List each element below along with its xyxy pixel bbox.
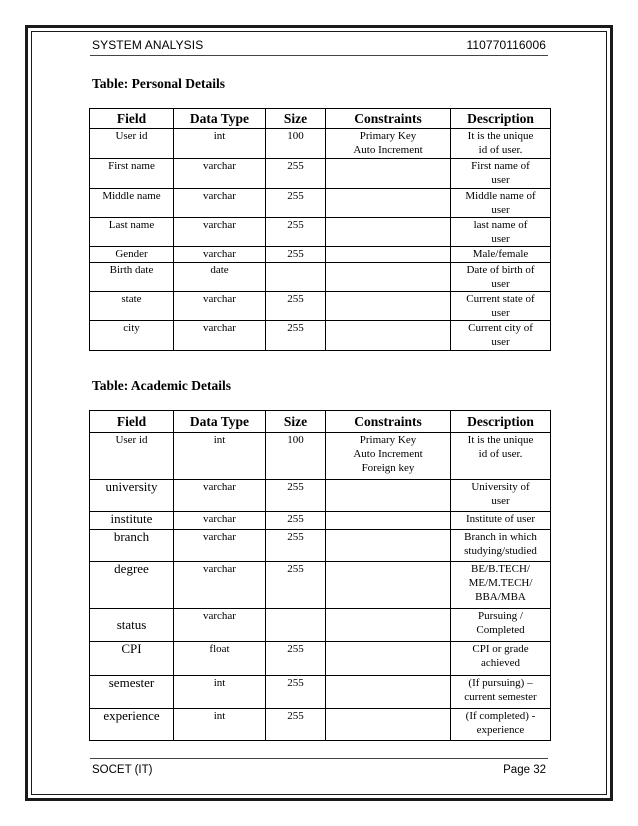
table-row: [90, 512, 551, 530]
cell-constraints: Primary Key Auto Increment Foreign key: [326, 433, 451, 480]
table-row: [90, 562, 551, 609]
cell-size: 255: [266, 530, 326, 562]
cell-description: last name of user: [451, 218, 551, 247]
column-header-data-type: Data Type: [174, 109, 266, 129]
cell-description: It is the unique id of user.: [451, 129, 551, 159]
cell-description: First name of user: [451, 159, 551, 189]
column-header-size: Size: [266, 411, 326, 433]
table-row: [90, 433, 551, 480]
table-header-row: [90, 411, 551, 433]
cell-description: It is the unique id of user.: [451, 433, 551, 480]
cell-field: Birth date: [90, 263, 174, 292]
cell-field: User id: [90, 129, 174, 159]
cell-field: semester: [90, 676, 174, 709]
cell-size: 255: [266, 321, 326, 351]
cell-type: varchar: [174, 292, 266, 321]
cell-field: experience: [90, 709, 174, 741]
cell-description: Branch in which studying/studied: [451, 530, 551, 562]
cell-size: [266, 609, 326, 642]
cell-size: 255: [266, 676, 326, 709]
cell-type: varchar: [174, 530, 266, 562]
cell-field: status: [90, 609, 174, 642]
cell-size: 255: [266, 218, 326, 247]
column-header-description: Description: [451, 109, 551, 129]
cell-field: university: [90, 480, 174, 512]
cell-type: varchar: [174, 218, 266, 247]
cell-type: date: [174, 263, 266, 292]
cell-constraints: [326, 562, 451, 609]
cell-field: Middle name: [90, 189, 174, 218]
table-row: [90, 530, 551, 562]
cell-type: float: [174, 642, 266, 676]
table-header-row: [90, 109, 551, 129]
cell-field: city: [90, 321, 174, 351]
cell-field: CPI: [90, 642, 174, 676]
footer-department: SOCET (IT): [92, 764, 153, 776]
academic-details-table: [89, 410, 551, 741]
cell-size: 255: [266, 189, 326, 218]
cell-description: Pursuing / Completed: [451, 609, 551, 642]
column-header-description: Description: [451, 411, 551, 433]
cell-description: Institute of user: [451, 512, 551, 530]
column-header-data-type: Data Type: [174, 411, 266, 433]
cell-field: First name: [90, 159, 174, 189]
cell-type: varchar: [174, 189, 266, 218]
cell-constraints: [326, 189, 451, 218]
cell-type: varchar: [174, 512, 266, 530]
cell-type: int: [174, 129, 266, 159]
column-header-field: Field: [90, 411, 174, 433]
cell-size: 255: [266, 247, 326, 263]
cell-constraints: [326, 321, 451, 351]
cell-description: Date of birth of user: [451, 263, 551, 292]
column-header-constraints: Constraints: [326, 411, 451, 433]
cell-size: [266, 263, 326, 292]
cell-constraints: [326, 292, 451, 321]
cell-description: Middle name of user: [451, 189, 551, 218]
cell-constraints: [326, 676, 451, 709]
cell-field: Gender: [90, 247, 174, 263]
cell-description: BE/B.TECH/ ME/M.TECH/ BBA/MBA: [451, 562, 551, 609]
cell-type: varchar: [174, 321, 266, 351]
cell-field: branch: [90, 530, 174, 562]
cell-constraints: [326, 480, 451, 512]
table-row: [90, 263, 551, 292]
cell-constraints: [326, 709, 451, 741]
cell-size: 255: [266, 709, 326, 741]
cell-size: 255: [266, 562, 326, 609]
cell-field: institute: [90, 512, 174, 530]
cell-size: 255: [266, 159, 326, 189]
cell-constraints: [326, 218, 451, 247]
table-row: [90, 189, 551, 218]
table-row: [90, 247, 551, 263]
column-header-constraints: Constraints: [326, 109, 451, 129]
academic-table-title: Table: Academic Details: [92, 378, 231, 393]
cell-description: University of user: [451, 480, 551, 512]
cell-description: Male/female: [451, 247, 551, 263]
cell-type: int: [174, 676, 266, 709]
personal-table-title: Table: Personal Details: [92, 76, 225, 91]
header-section-title: SYSTEM ANALYSIS: [92, 38, 204, 52]
table-row: [90, 609, 551, 642]
cell-description: Current state of user: [451, 292, 551, 321]
cell-constraints: [326, 263, 451, 292]
table-row: [90, 321, 551, 351]
header-rule: [90, 55, 548, 56]
cell-size: 100: [266, 129, 326, 159]
cell-size: 255: [266, 512, 326, 530]
cell-constraints: Primary Key Auto Increment: [326, 129, 451, 159]
cell-size: 255: [266, 642, 326, 676]
cell-constraints: [326, 609, 451, 642]
table-row: [90, 292, 551, 321]
cell-constraints: [326, 530, 451, 562]
cell-size: 255: [266, 292, 326, 321]
cell-description: (If completed) - experience: [451, 709, 551, 741]
table-row: [90, 642, 551, 676]
cell-type: varchar: [174, 562, 266, 609]
cell-constraints: [326, 512, 451, 530]
column-header-field: Field: [90, 109, 174, 129]
cell-constraints: [326, 159, 451, 189]
cell-description: CPI or grade achieved: [451, 642, 551, 676]
footer-page-number: Page 32: [503, 764, 546, 776]
table-row: [90, 159, 551, 189]
cell-type: varchar: [174, 159, 266, 189]
table-row: [90, 129, 551, 159]
table-row: [90, 218, 551, 247]
footer-rule: [90, 758, 548, 759]
cell-size: 255: [266, 480, 326, 512]
table-row: [90, 709, 551, 741]
cell-size: 100: [266, 433, 326, 480]
cell-field: User id: [90, 433, 174, 480]
personal-details-table: [89, 108, 551, 351]
cell-type: varchar: [174, 609, 266, 642]
cell-constraints: [326, 247, 451, 263]
cell-constraints: [326, 642, 451, 676]
cell-field: degree: [90, 562, 174, 609]
header-enrollment-number: 110770116006: [466, 38, 546, 52]
cell-type: varchar: [174, 480, 266, 512]
cell-type: int: [174, 433, 266, 480]
cell-description: Current city of user: [451, 321, 551, 351]
cell-description: (If pursuing) – current semester: [451, 676, 551, 709]
table-row: [90, 480, 551, 512]
cell-type: int: [174, 709, 266, 741]
cell-field: state: [90, 292, 174, 321]
cell-field: Last name: [90, 218, 174, 247]
table-row: [90, 676, 551, 709]
cell-type: varchar: [174, 247, 266, 263]
column-header-size: Size: [266, 109, 326, 129]
